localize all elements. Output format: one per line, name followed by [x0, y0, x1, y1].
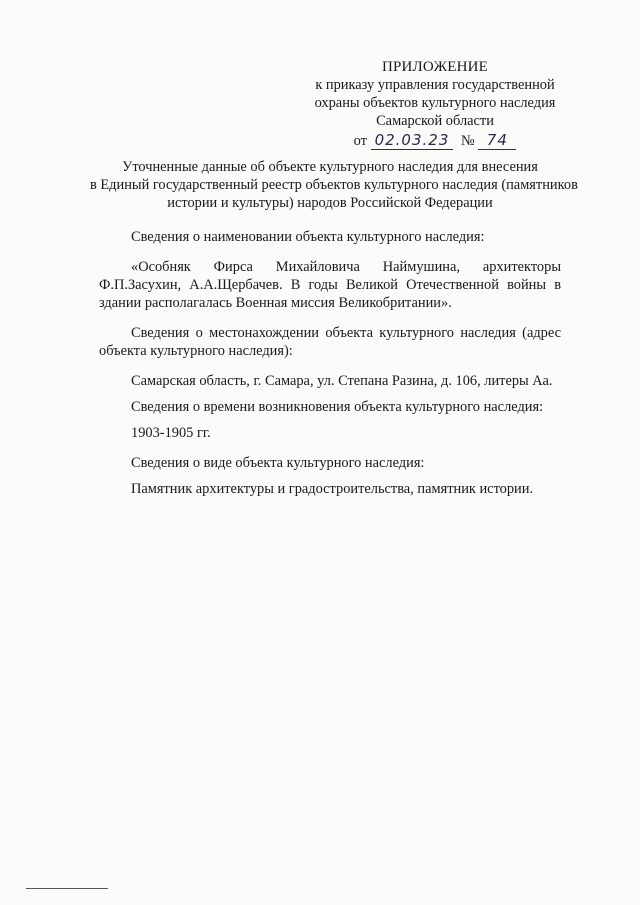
appendix-heading: ПРИЛОЖЕНИЕ: [381, 59, 489, 75]
title-line-1: Уточненные данные об объекте культурного наследия для внесения: [122, 159, 538, 175]
location-value: Самарская область, г. Самара, ул. Степана Разина, д. 106, литеры Аа.: [131, 373, 553, 389]
date-prefix: от: [353, 133, 367, 149]
type-value: Памятник архитектуры и градостроительства, памятник истории.: [131, 481, 534, 497]
footer-divider: [26, 888, 108, 889]
type-label: Сведения о виде объекта культурного наследия:: [131, 455, 425, 471]
handwritten-number: 74: [478, 131, 516, 150]
order-date-number: [300, 131, 570, 150]
title-line-2: в Единый государственный реестр объектов культурного наследия (памятников: [90, 177, 578, 193]
document-title: [90, 158, 578, 212]
number-sign: №: [460, 133, 475, 149]
handwritten-date: 02.03.23: [371, 131, 454, 150]
appendix-line-1: к приказу управления государственной: [315, 77, 555, 93]
time-label: Сведения о времени возникновения объекта культурного наследия:: [131, 399, 544, 415]
title-line-3: истории и культуры) народов Российской Федерации: [167, 195, 493, 211]
appendix-line-2: охраны объектов культурного наследия: [314, 95, 556, 111]
name-value: «Особняк Фирса Михайловича Наймушина, архитекторы Ф.П.Засухин, А.А.Щербачев. В годы Великой Отечественной войны в здании располагалась Военная миссия Великобритании».: [99, 259, 561, 311]
location-label: Сведения о местонахождении объекта культурного наследия (адрес объекта культурного наследия):: [99, 325, 561, 359]
time-value: 1903-1905 гг.: [131, 425, 211, 441]
name-label: Сведения о наименовании объекта культурного наследия:: [131, 229, 485, 245]
document-body: [99, 228, 561, 498]
appendix-block: [300, 58, 570, 150]
appendix-line-3: Самарской области: [376, 113, 494, 129]
